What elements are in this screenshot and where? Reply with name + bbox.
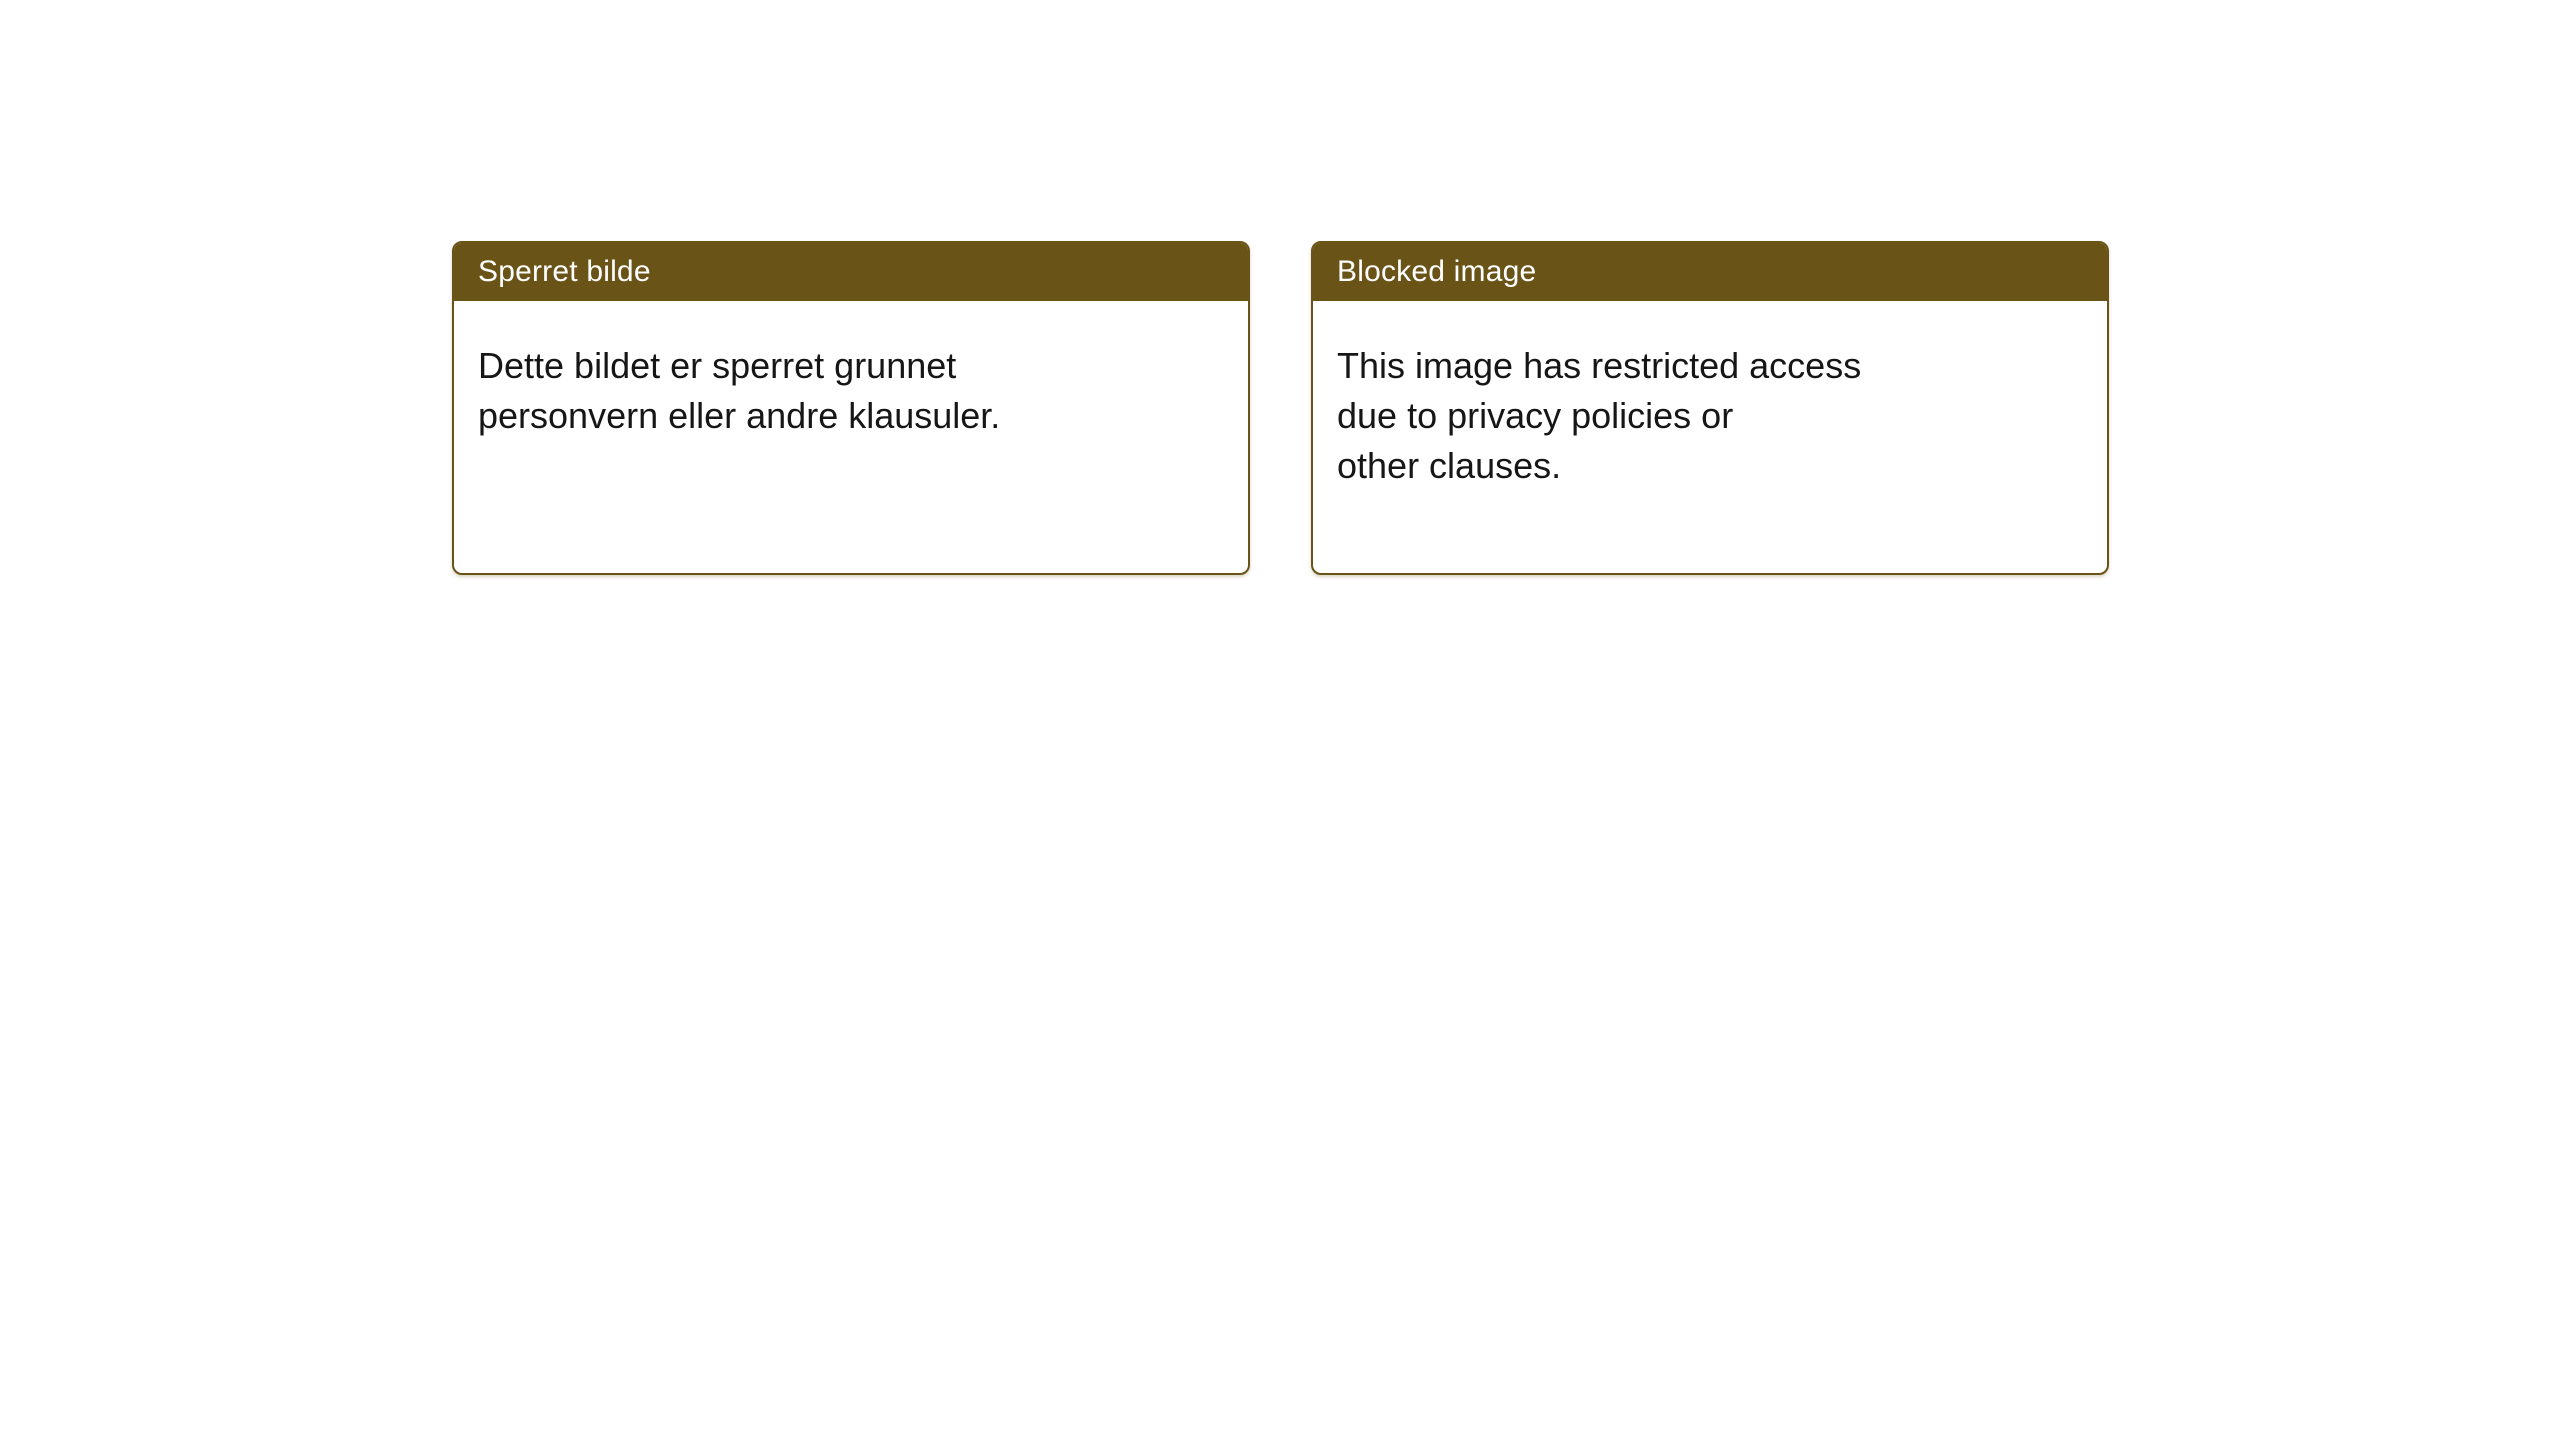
blocked-image-card-english	[1311, 241, 2109, 575]
card-body	[454, 301, 1248, 441]
card-title-bar	[454, 243, 1248, 301]
body-text-line: This image has restricted access	[1337, 345, 1862, 386]
body-text-line: Dette bildet er sperret grunnet	[478, 345, 957, 386]
card-title: Blocked image	[1337, 254, 1537, 288]
body-text-line: personvern eller andre klausuler.	[478, 395, 1001, 436]
card-title-bar	[1313, 243, 2107, 301]
card-body	[1313, 301, 2107, 491]
body-text-line: other clauses.	[1337, 445, 1562, 486]
blocked-image-card-norwegian	[452, 241, 1250, 575]
body-text-line: due to privacy policies or	[1337, 395, 1734, 436]
card-title: Sperret bilde	[478, 254, 651, 288]
